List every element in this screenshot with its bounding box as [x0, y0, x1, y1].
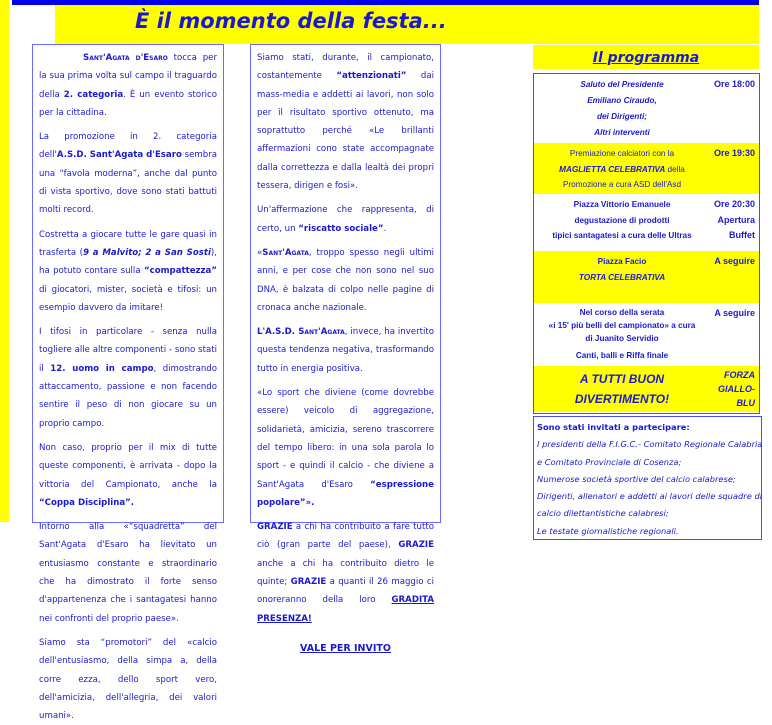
- text: . È un evento storico per la cittadina.: [39, 89, 218, 118]
- text: sembra una “favola moderna”, anche dal punto di vista sportivo, dove sono stati battuti molti record.: [39, 150, 217, 216]
- page-title: È il momento della festa...: [135, 9, 447, 33]
- time-line: A seguire: [714, 308, 755, 318]
- line: di Juanito Servidio: [585, 334, 659, 343]
- program-description: [534, 303, 710, 366]
- text-bold: L'A.S.D.: [257, 327, 299, 338]
- article-column-2: [250, 44, 441, 654]
- text: Costretta a giocare tutte le gare quasi in trasferta (: [39, 229, 217, 258]
- town-name: Sant'Agata: [298, 327, 345, 338]
- text: , troppo spesso negli ultimi anni, e per cose che non sono nel suo DNA, è balzata di colpo nelle pagine di cronaca anche nazionale.: [257, 247, 434, 313]
- time-line: Apertura: [717, 214, 755, 225]
- program-description: [534, 366, 710, 412]
- line: Saluto del Presidente: [580, 80, 664, 89]
- paragraph: [39, 128, 217, 219]
- text-bold: A.S.D. Sant'Agata d'Esaro: [56, 150, 182, 161]
- text: dai mass-media e addetti ai lavori, non solo per il risultato sportivo ottenuto, ma soprattutto perché «Le brillanti affermazioni cono state accompagnate dalla correttezza e dalla lealtà dei propri tessera, dirigen e fosi».: [257, 71, 434, 192]
- text: , invece, ha invertito questa tendenza negativa, trasformando tutto in energia positiva.: [257, 327, 434, 374]
- line: Promozione a cura ASD dell'Asd: [562, 180, 682, 189]
- article-column-1: [32, 44, 224, 722]
- time-line: GIALLO-: [718, 384, 755, 394]
- paragraph: [257, 201, 434, 238]
- text: «Lo sport che diviene (come dovrebbe essere) veicolo di aggregazione, solidarietà, amicizia, sereno trascorrere del tempo libero: in una sola parola lo sport - e quindi il calcio - che diviene a Sant'Agata d'Esaro: [257, 388, 434, 490]
- line: Nel corso della serata: [579, 308, 665, 317]
- paragraph: [39, 439, 217, 512]
- text: a quanti il 26 maggio ci onoreranno della loro: [257, 577, 434, 606]
- paragraph: [257, 49, 434, 195]
- program-time: [710, 143, 759, 194]
- text: Un'affermazione che rappresenta, di certo, un: [257, 205, 434, 234]
- paragraph: [257, 244, 434, 317]
- program-time: [710, 251, 759, 303]
- invited-item: calcio dilettantistiche calabresi;: [537, 508, 669, 519]
- line: dei Dirigenti;: [596, 112, 648, 121]
- program-table: [533, 73, 760, 414]
- line: DIVERTIMENTO!: [574, 392, 670, 406]
- program-row: [534, 303, 759, 366]
- program-description: [534, 251, 710, 303]
- program-description: [534, 74, 710, 143]
- line: Canti, balli e Riffa finale: [575, 351, 669, 360]
- text-bold: “Coppa Disciplina”.: [39, 497, 135, 508]
- paragraph: [39, 226, 217, 317]
- text: I tifosi in particolare - senza nulla togliere alle altre componenti - sono stati il: [39, 327, 217, 374]
- time-line: Ore 19:30: [713, 148, 755, 158]
- text-bold: GRAZIE: [398, 540, 434, 551]
- line: Premiazione calciatori con la: [569, 149, 675, 158]
- line: Piazza Vittorio Emanuele: [573, 200, 671, 209]
- town-name: Sant'Agata d'Esaro: [83, 53, 168, 63]
- text-bold: GRAZIE: [290, 577, 327, 588]
- program-row: [534, 194, 759, 251]
- text: tocca per la sua prima volta sul campo il traguardo della: [39, 53, 217, 100]
- line: A TUTTI BUON: [579, 372, 665, 386]
- program-row: [534, 366, 759, 412]
- paragraph: Siamo sta “promotori” del «calcio dell'entusiasmo, della simpa a, della corre ezza, dello sport vero, dell'amicizia, dell'allegria, dei valori umani».: [39, 637, 217, 722]
- text: , dimostrando attaccamento, passione e non facendo sentire il peso di non giocare su un proprio campo.: [39, 363, 217, 429]
- text: .: [383, 223, 387, 234]
- time-line: Ore 18:00: [713, 79, 755, 89]
- line: Piazza Facio: [597, 257, 647, 266]
- text-bold: GRAZIE: [257, 522, 293, 533]
- program-time: [710, 303, 759, 366]
- text: anche a chi ha contribuito dietro le quinte;: [257, 558, 434, 588]
- line-emphasis: MAGLIETTA CELEBRATIVA: [559, 164, 666, 174]
- text-bold: 2. categoria: [63, 89, 124, 100]
- left-yellow-stripe: [0, 0, 9, 522]
- program-row: [534, 251, 759, 303]
- line-rest: della: [665, 164, 685, 174]
- line: [534, 162, 710, 178]
- text: Non caso, proprio per il mix di tutte queste componenti, è arrivata - dopo la vittoria del Campionato, anche la: [39, 442, 217, 490]
- program-heading: Il programma: [533, 45, 759, 69]
- line: degustazione di prodotti: [574, 215, 670, 225]
- time-line: A seguire: [714, 256, 755, 266]
- paragraph: [257, 323, 434, 378]
- invited-heading: Sono stati invitati a partecipare:: [537, 422, 690, 432]
- invited-item: Numerose società sportive del calcio calabrese;: [537, 473, 736, 484]
- invited-guests-box: [533, 416, 762, 540]
- text-bold: 12. uomo in campo: [50, 363, 154, 374]
- line: TORTA CELEBRATIVA: [578, 272, 666, 282]
- header-band: [55, 5, 759, 44]
- paragraph: Intorno alla «“squadretta” del Sant'Agata d'Esaro ha lievitato un entusiasmo constante e straordinario che ha dimostrato il forte senso d'appartenenza che i santagatesi hanno nei confronti del proprio paese».: [39, 522, 217, 624]
- text: Siamo stati, durante, il campionato, costantemente: [257, 53, 434, 82]
- line: «i 15' più belli del campionato» a cura: [548, 321, 696, 330]
- text: a chi ha contribuito a fare tutto ciò (gran parte del paese),: [257, 522, 434, 551]
- program-row: [534, 143, 759, 194]
- line: Emiliano Ciraudo,: [587, 96, 657, 105]
- paragraph: [257, 518, 434, 628]
- text: La promozione in 2. categoria dell': [39, 132, 217, 161]
- text-bold: “attenzionati”: [336, 71, 407, 82]
- text: «: [257, 247, 263, 258]
- line: Altri interventi: [594, 128, 650, 137]
- text-bold-underlined: GRADITA PRESENZA!: [257, 595, 434, 624]
- time-line: FORZA: [724, 370, 755, 380]
- town-name: Sant'Agata: [262, 247, 309, 258]
- program-time: [710, 74, 759, 143]
- time-line: Buffet: [729, 230, 755, 240]
- program-time: [710, 194, 759, 251]
- time-line: Ore 20:30: [713, 199, 755, 209]
- program-description: [534, 194, 710, 251]
- invited-item: Dirigenti, allenatori e addetti ai lavori delle squadre di: [537, 491, 763, 502]
- text-bold: “riscatto sociale”: [298, 223, 384, 234]
- invitation-note: VALE PER INVITO: [300, 642, 391, 654]
- text-bold: “compattezza”: [143, 266, 217, 277]
- invited-item: Le testate giornalistiche regionali.: [537, 525, 679, 536]
- paragraph: [39, 49, 217, 122]
- program-time: [710, 366, 759, 412]
- paragraph: [257, 384, 434, 512]
- text-bold-italic: 9 a Malvito; 2 a San Sosti: [83, 247, 211, 258]
- time-line: BLU: [736, 398, 755, 408]
- program-description: [534, 143, 710, 194]
- text: di giocatori, mister, società e tifosi: un esempio davvero da imitare!: [39, 284, 217, 313]
- paragraph: [39, 323, 217, 433]
- program-row: [534, 74, 759, 143]
- text-bold: “espressione popolare”».: [257, 479, 434, 508]
- invited-item: I presidenti della F.I.G.C.- Comitato Regionale Calabria: [537, 439, 763, 450]
- line: tipici santagatesi a cura delle Ultras: [552, 231, 692, 240]
- text: ), ha potuto contare sulla: [39, 247, 218, 277]
- invited-item: e Comitato Provinciale di Cosenza;: [537, 456, 682, 467]
